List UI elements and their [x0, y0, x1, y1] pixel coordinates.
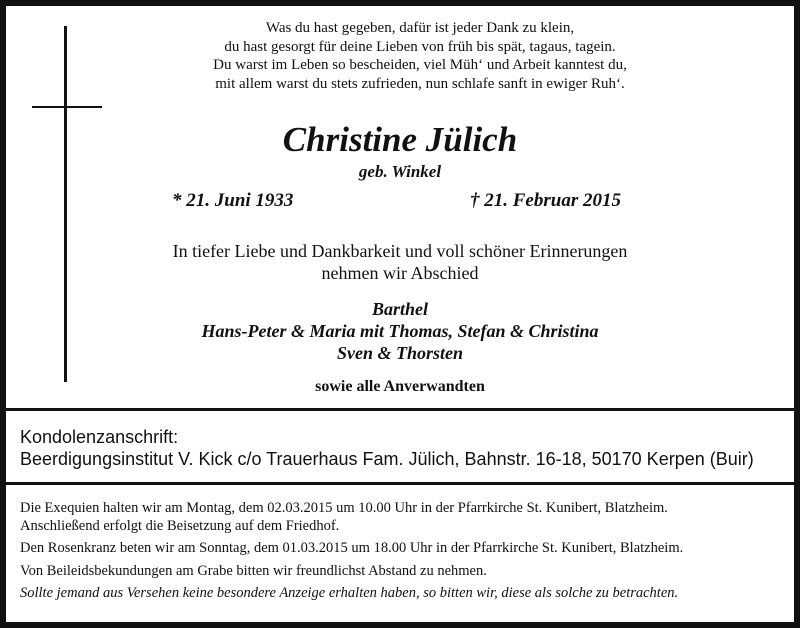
poem [120, 19, 720, 93]
family-member: Barthel [371, 299, 428, 319]
grave-notice: Von Beileidsbekundungen am Grabe bitten wir freundlichst Abstand zu nehmen. [20, 562, 487, 579]
poem-line: Was du hast gegeben, dafür ist jeder Dank zu klein, [265, 20, 575, 36]
condolence-address-block [20, 426, 790, 470]
cross-vertical-bar [64, 26, 67, 382]
funeral-notes [20, 500, 782, 603]
announcement-notice: Sollte jemand aus Versehen keine besondere Anzeige erhalten haben, so bitten wir, diese als solche zu betrachten. [20, 585, 679, 601]
poem-line: du hast gesorgt für deine Lieben von früh bis spät, tagaus, tagein. [224, 38, 616, 55]
exequien-line: Die Exequien halten wir am Montag, dem 02.03.2015 um 10.00 Uhr in der Pfarrkirche St. Kunibert, Blatzheim. [20, 500, 668, 516]
burial-line: Anschließend erfolgt die Beisetzung auf dem Friedhof. [20, 517, 340, 534]
death-date: † 21. Februar 2015 [470, 190, 621, 211]
family-member: Sven & Thorsten [336, 343, 464, 363]
condolence-address: Beerdigungsinstitut V. Kick c/o Trauerhaus Fam. Jülich, Bahnstr. 16-18, 50170 Kerpen (Buir) [20, 449, 754, 469]
family-list [100, 298, 700, 364]
farewell-line: nehmen wir Abschied [321, 263, 479, 283]
rosary-notice: Den Rosenkranz beten wir am Sonntag, dem 01.03.2015 um 18.00 Uhr in der Pfarrkirche St. Kunibert, Blatzheim. [20, 540, 684, 556]
condolence-heading: Kondolenzanschrift: [20, 427, 179, 447]
relatives-line: sowie alle Anverwandten [315, 378, 485, 395]
birth-date: * 21. Juni 1933 [172, 190, 294, 211]
farewell-text [100, 240, 700, 284]
maiden-name: geb. Winkel [358, 162, 442, 181]
divider-bottom [6, 482, 794, 485]
farewell-line: In tiefer Liebe und Dankbarkeit und voll schöner Erinnerungen [172, 241, 628, 261]
poem-line: mit allem warst du stets zufrieden, nun schlafe sanft in ewiger Ruh‘. [215, 75, 625, 92]
deceased-name: Christine Jülich [282, 120, 518, 159]
divider-top [6, 408, 794, 411]
poem-line: Du warst im Leben so bescheiden, viel Müh‘ und Arbeit kanntest du, [213, 57, 627, 73]
family-member: Hans-Peter & Maria mit Thomas, Stefan & Christina [201, 321, 599, 341]
cross-horizontal-bar [32, 106, 102, 108]
exequien-notice [20, 500, 782, 535]
